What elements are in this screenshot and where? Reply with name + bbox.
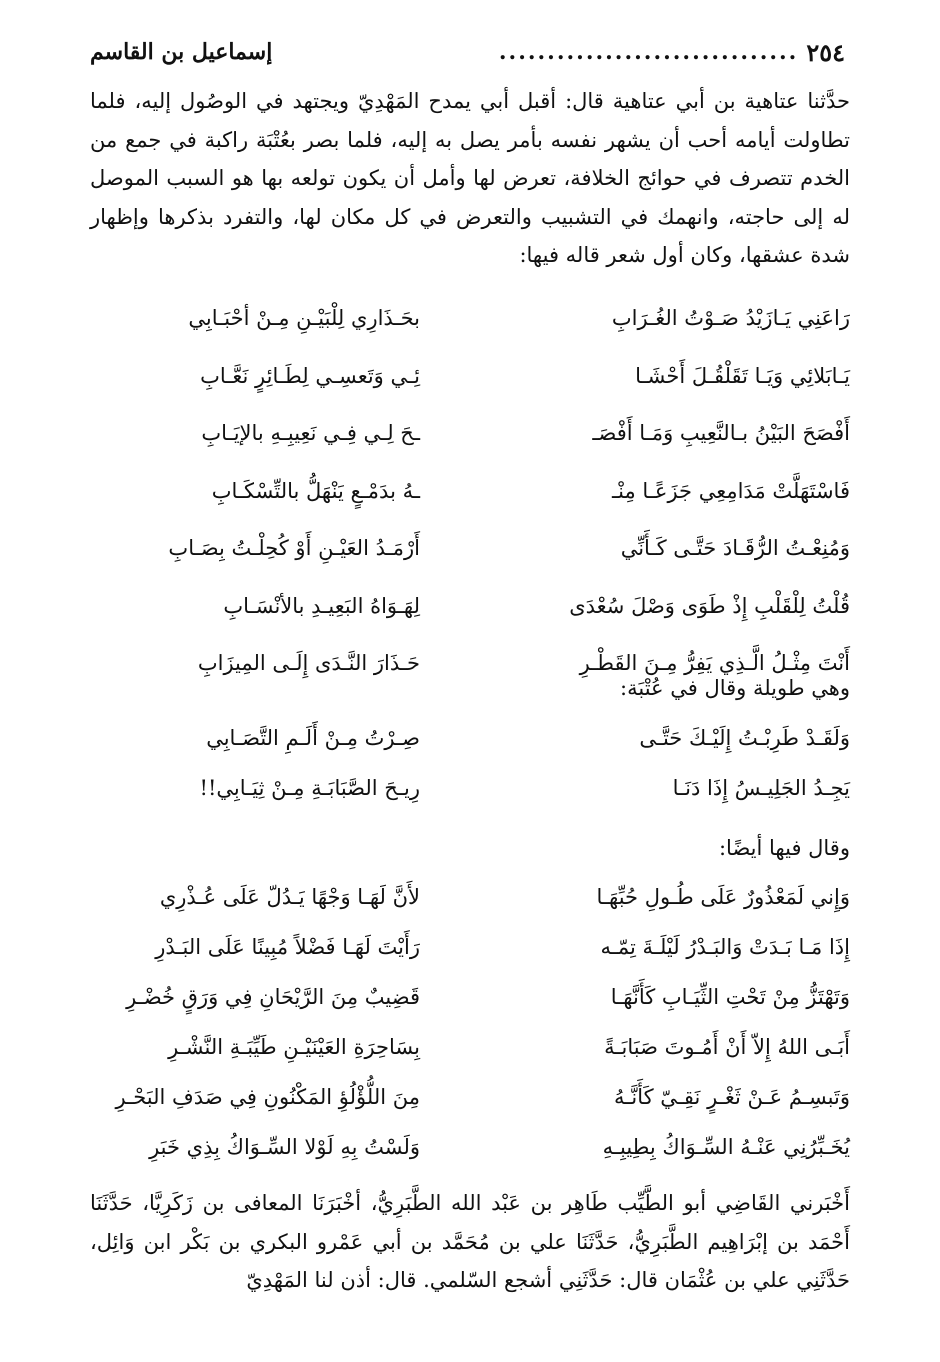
verse-line	[90, 479, 850, 537]
verse-first-hemistich: وَلَقَـدْ طَرِبْـتُ إِلَيْـكَ حَتَّـى	[639, 726, 850, 750]
verse-first-hemistich: أَبَـى اللهُ إِلاّ أَنْ أَمُـوتَ صَبَابَـةً	[604, 1035, 850, 1059]
page-number: ٢٥٤	[806, 37, 845, 67]
verse-second-hemistich: رَأَيْتَ لَهَـا فَضْلاً مُبِينًا عَلَى البَـدْرِ	[155, 935, 420, 959]
verse-first-hemistich: فَاسْتَهَلَّتْ مَدَامِعِي جَزَعًـا مِنْـ	[611, 478, 850, 503]
page-header	[90, 30, 845, 74]
verse-second-hemistich: بِسَاحِرَةِ العَيْنَيْـنِ طَيِّبَـةِ النَّشْـرِ	[168, 1035, 420, 1059]
verse-line	[90, 885, 850, 935]
verse-line	[90, 536, 850, 594]
verse-first-hemistich: أَنْتَ مِثْـلُ الَّـذِي يَفِرُّ مِـنَ القَطْـرِ	[579, 651, 850, 675]
verse-line	[90, 726, 850, 776]
header-title: إسماعيل بن القاسم	[90, 39, 273, 65]
verse-first-hemistich: إِذَا مَـا بَـدَتْ وَالبَـدْرُ لَيْلَـةَ تِمّـه	[600, 935, 850, 959]
closing-paragraph: أَخْبَرني القَاضِي أبو الطَّيِّب طَاهِر بن عَبْد الله الطَّبَرِيُّ، أخْبَرَنَا المعافى بن زَكَرِيَّا، حَدَّثَنَا أَحْمَد بن إبْرَاهِيم الطَّبَرِيُّ، حَدَّثَنَا علي بن مُحَمَّد بن أبي عَمْرو البكري بن بَكْر ابن وَائِل، حَدَّثَنِي علي بن عُثْمَان قال: حَدَّثَنِي أشجع السّلمي. قال: أذن لنا المَهْدِيّ	[90, 1191, 850, 1292]
verse-line	[90, 421, 850, 479]
verse-first-hemistich: يَـابَلائِي وَيَـا تَقَلْقُـلَ أَحْشَـا	[635, 363, 850, 388]
verse-second-hemistich: أَرْمَـدُ العَيْـنِ أَوْ كُحِلْـتُ بِصَـابِ	[168, 536, 420, 560]
verse-second-hemistich: لأَنَّ لَهَـا وَجْهًا يَـدُلّ عَلَى عُـذْرِي	[159, 885, 420, 909]
poem-second-intro: وهي طويلة وقال في عُتْبَة:	[620, 676, 850, 700]
poem-third	[90, 885, 850, 1185]
verse-second-hemistich: لِهَـوَاهُ البَعِيـدِ بالأنْسَـابِ	[223, 593, 420, 618]
verse-second-hemistich: وَلَسْتُ بِهِ لَوْلا السِّـوَاكُ بِذِي خَبَرِ	[149, 1135, 420, 1159]
verse-second-hemistich: رِيـحَ الصَّبَابَـةِ مِـنْ ثِيَـابِي!!	[199, 776, 420, 800]
verse-line	[90, 1135, 850, 1185]
verse-first-hemistich: يُخَـبِّرُنِي عَنْـهُ السِّـوَاكُ بِطِيبِـهِ	[602, 1135, 850, 1159]
verse-line	[90, 364, 850, 422]
verse-first-hemistich: وَتَبسِـمُ عَـنْ ثَغْـرٍ نَقِـيّ كَأَنَّـهُ	[613, 1085, 850, 1109]
verse-second-hemistich: ـحَ لِـي فِـي نَعِيبِـهِ بالإيَـابِ	[201, 421, 420, 445]
poem-third-intro: وقال فيها أيضًا:	[718, 836, 850, 860]
verse-second-hemistich: صِـرْتُ مِـنْ أَلَـمِ التَّصَـابِي	[206, 726, 420, 750]
verse-line	[90, 776, 850, 826]
verse-second-hemistich: قَضِيبٌ مِنَ الرَّيْحَانِ فِي وَرَقٍ خُضْـرِ	[126, 985, 420, 1009]
intro-paragraph: حدَّثنا عتاهية بن أبي عتاهية قال: أقبل أبي يمدح المَهْدِيّ ويجتهد في الوصُول إليه، فلما تطاولت أيامه أحب أن يشهر نفسه بأمر يصل به إليه، فلما بصر بعُتْبَة راكبة في جمع من الخدم تتصرف في حوائج الخلافة، تعرض لها وأمل أن يكون تولعه بها هو السبب الموصل له إلى حاجته، وانهمك في التشبيب والتعرض في كل مكان لها، والتفرد بذكرها وإظهار شدة عشقها، وكان أول شعر قاله فيها:	[90, 89, 850, 267]
verse-first-hemistich: قُلْتُ لِلْقَلْبِ إِذْ طَوَى وَصْلَ سُعْدَى	[569, 593, 850, 618]
verse-first-hemistich: وَتَهْتَزُّ مِنْ تَحْتِ الثِّيَـابِ كَأَنَّهَـا	[610, 985, 850, 1009]
verse-second-hemistich: بحَـذَارِي لِلْبَيْـنِ مِـنْ أحْبَـابِي	[188, 306, 420, 330]
header-dots: ...............................	[498, 39, 799, 65]
verse-first-hemistich: يَجِـدُ الجَلِيـسُ إِذَا دَنَـا	[672, 776, 850, 800]
verse-line	[90, 1085, 850, 1135]
verse-second-hemistich: ئِـي وَتَعسِـي لِطَـائِرٍ نَعَّـابِ	[200, 363, 420, 388]
verse-line	[90, 985, 850, 1035]
verse-second-hemistich: حَـذَارَ النَّـدَى إِلَـى المِيزَابِ	[197, 651, 420, 675]
verse-line	[90, 1035, 850, 1085]
verse-line	[90, 306, 850, 364]
verse-first-hemistich: رَاعَنِي يَـازَيْدُ صَـوْتُ الغُـرَابِ	[611, 306, 850, 330]
verse-second-hemistich: مِنَ اللُّؤْلُؤِ المَكْنُونِ فِي صَدَفِ البَحْـرِ	[115, 1085, 420, 1109]
poem-second	[90, 726, 850, 826]
verse-first-hemistich: أَفْصَحَ البَيْنُ بـالنَّعِيبِ وَمَـا أَفْصَـ	[592, 421, 850, 445]
verse-first-hemistich: وَإِني لَمَعْذُورٌ عَلَى طُـولِ حُبِّهَـا	[596, 885, 850, 909]
verse-second-hemistich: ـهُ بدَمْـعٍ يَنْهَلُّ بالتِّسْكَـابِ	[211, 478, 420, 503]
poem-first	[90, 306, 850, 709]
verse-first-hemistich: وَمُنِعْـتُ الرُّقَـادَ حَتَّـى كَـأَنِّي	[620, 536, 850, 560]
verse-line	[90, 594, 850, 652]
verse-line	[90, 935, 850, 985]
